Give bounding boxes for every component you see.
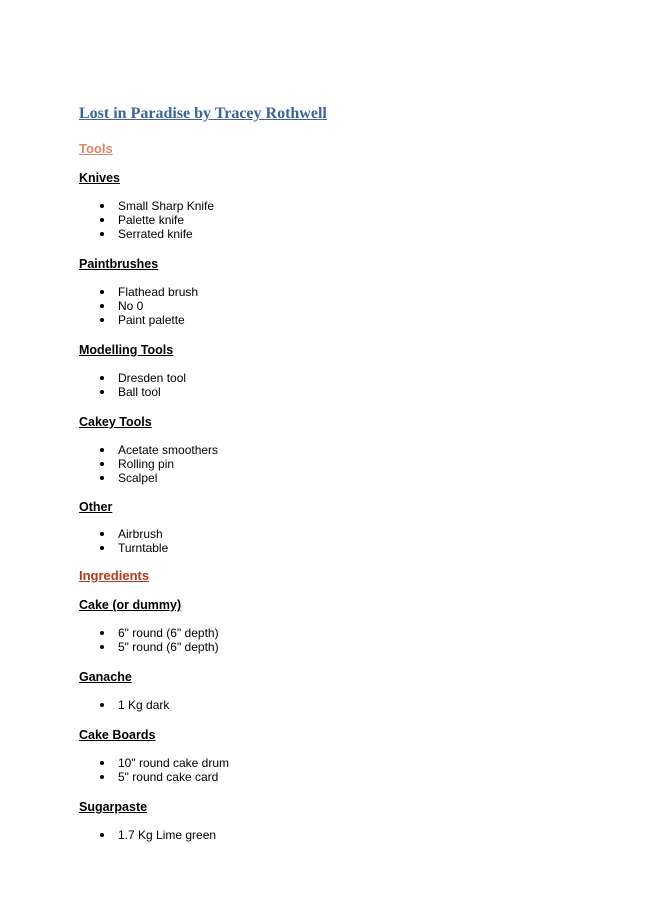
tools-heading: Tools [79,141,113,156]
list-item: Airbrush [0,527,168,541]
cake-heading: Cake (or dummy) [79,598,182,612]
ingredients-heading: Ingredients [79,568,150,583]
paintbrushes-list [0,285,198,327]
paintbrushes-heading: Paintbrushes [79,257,159,271]
document-title: Lost in Paradise by Tracey Rothwell [79,105,327,122]
list-item: No 0 [0,299,198,313]
list-item: Flathead brush [0,285,198,299]
list-item: 5" round cake card [0,770,229,784]
list-item: 6" round (6" depth) [0,626,219,640]
sugarpaste-list [0,828,216,842]
cakey-tools-list [0,443,218,485]
ganache-heading: Ganache [79,670,132,684]
list-item: Rolling pin [0,457,218,471]
list-item: Serrated knife [0,227,214,241]
list-item: Palette knife [0,213,214,227]
list-item: 1 Kg dark [0,698,169,712]
sugarpaste-heading: Sugarpaste [79,800,148,814]
other-heading: Other [79,500,113,514]
cake-list [0,626,219,654]
cake-boards-list [0,756,229,784]
other-list [0,527,168,555]
list-item: 1.7 Kg Lime green [0,828,216,842]
list-item: Paint palette [0,313,198,327]
cake-boards-heading: Cake Boards [79,728,156,742]
modelling-tools-heading: Modelling Tools [79,343,174,357]
ganache-list [0,698,169,712]
list-item: Scalpel [0,471,218,485]
list-item: Dresden tool [0,371,186,385]
cakey-tools-heading: Cakey Tools [79,415,152,429]
modelling-tools-list [0,371,186,399]
list-item: 5" round (6" depth) [0,640,219,654]
list-item: Acetate smoothers [0,443,218,457]
list-item: Small Sharp Knife [0,199,214,213]
list-item: 10" round cake drum [0,756,229,770]
list-item: Ball tool [0,385,186,399]
knives-heading: Knives [79,171,120,185]
list-item: Turntable [0,541,168,555]
knives-list [0,199,214,241]
